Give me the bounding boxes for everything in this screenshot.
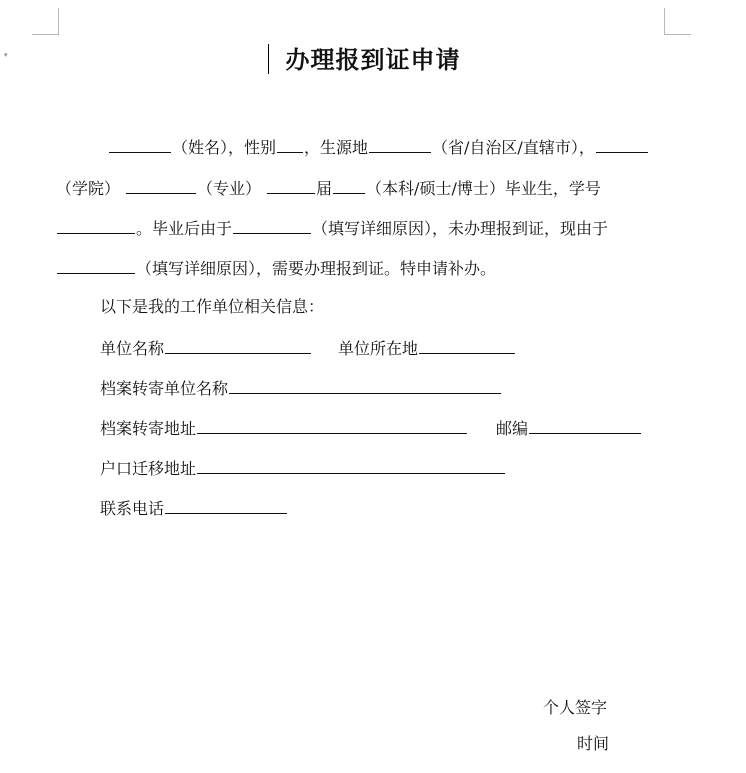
label-postcode: 邮编 (496, 419, 529, 438)
blank-name[interactable] (109, 136, 171, 153)
blank-degree[interactable] (333, 177, 365, 194)
label-phone: 联系电话 (100, 499, 165, 518)
blank-class-year[interactable] (267, 177, 315, 194)
paragraph-line-3 (56, 217, 608, 239)
text-school: （学院） (56, 179, 121, 198)
text-cursor (268, 44, 269, 74)
field-archive-unit-name[interactable] (229, 377, 501, 394)
text-reason-2: （填写详细原因），需要办理报到证。特申请补办。 (136, 259, 497, 278)
text-origin: ，生源地 (304, 138, 369, 157)
collapse-arrow-icon[interactable]: ▾ (4, 51, 8, 59)
text-major: （专业） (197, 179, 262, 198)
label-hukou-address: 户口迁移地址 (100, 459, 197, 478)
text-name-gender: （姓名），性别 (172, 138, 277, 157)
text-reason-1: （填写详细原因），未办理报到证，现由于 (312, 219, 609, 238)
field-unit-name[interactable] (165, 337, 311, 354)
page-corner-mark-top-left (32, 8, 59, 35)
blank-reason-1[interactable] (233, 217, 311, 234)
archive-unit-row (100, 377, 502, 399)
label-unit-name: 单位名称 (100, 339, 165, 358)
text-class: 届 (316, 179, 333, 198)
field-unit-location[interactable] (419, 337, 515, 354)
text-region: （省/自治区/直辖市）， (432, 138, 595, 157)
date-label: 时间 (577, 734, 610, 753)
text-degree: （本科/硕士/博士）毕业生，学号 (366, 179, 601, 198)
field-phone[interactable] (165, 497, 287, 514)
phone-row (100, 497, 288, 519)
blank-origin[interactable] (369, 136, 431, 153)
blank-reason-2[interactable] (57, 257, 135, 274)
field-archive-address[interactable] (197, 417, 467, 434)
blank-student-id[interactable] (57, 217, 135, 234)
document-title: 办理报到证申请 (285, 46, 461, 74)
paragraph-line-2 (56, 177, 601, 199)
page-corner-mark-top-right (664, 8, 691, 35)
field-postcode[interactable] (529, 417, 641, 434)
blank-school[interactable] (596, 136, 648, 153)
archive-address-row (100, 417, 642, 439)
intro-text: 以下是我的工作单位相关信息： (100, 297, 325, 316)
field-hukou-address[interactable] (197, 457, 505, 474)
unit-row (100, 337, 516, 359)
text-after-grad: 。毕业后由于 (136, 219, 233, 238)
label-archive-unit-name: 档案转寄单位名称 (100, 379, 229, 398)
signature-label: 个人签字 (543, 698, 608, 717)
paragraph-line-4 (56, 257, 496, 279)
hukou-row (100, 457, 506, 479)
blank-major[interactable] (126, 177, 196, 194)
label-unit-location: 单位所在地 (338, 339, 419, 358)
paragraph-line-1 (108, 136, 649, 158)
label-archive-address: 档案转寄地址 (100, 419, 197, 438)
blank-gender[interactable] (277, 136, 303, 153)
